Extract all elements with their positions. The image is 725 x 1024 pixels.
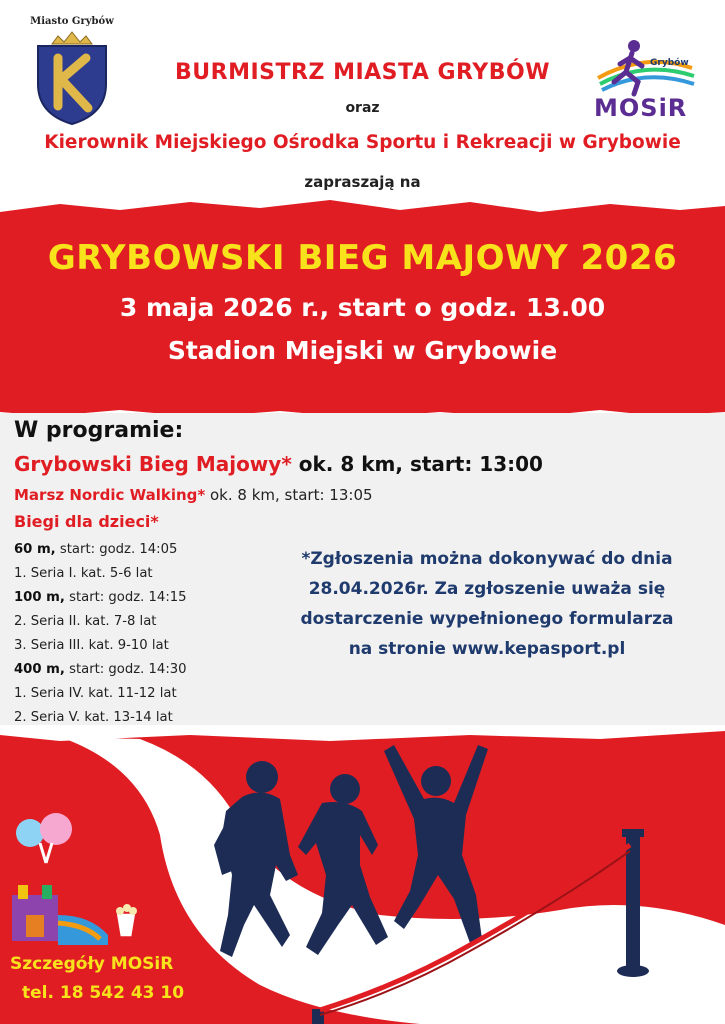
- event-title: GRYBOWSKI BIEG MAJOWY 2026: [47, 238, 678, 278]
- main-run-name: Grybowski Bieg Majowy*: [14, 452, 292, 476]
- event-venue: Stadion Miejski w Grybowie: [167, 336, 558, 365]
- mayor-title: BURMISTRZ MIASTA GRYBÓW: [175, 60, 550, 85]
- registration-line: *Zgłoszenia można dokonywać do dnia: [301, 549, 673, 569]
- registration-note: [262, 544, 712, 664]
- registration-line: dostarczenie wypełnionego formularza: [300, 609, 674, 629]
- distance-label: 400 m,: [14, 662, 65, 677]
- mosir-logo-small-text: Grybów: [650, 58, 689, 68]
- nordic-walking-line: [14, 486, 373, 504]
- city-logo-caption: Miasto Grybów: [30, 16, 114, 27]
- kids-line-text: start: godz. 14:15: [64, 590, 187, 605]
- contact-details-label: Szczegóły MOSiR: [10, 954, 174, 974]
- nordic-walking-name: Marsz Nordic Walking*: [14, 486, 206, 504]
- director-title: Kierownik Miejskiego Ośrodka Sportu i Rekreacji w Grybowie: [44, 132, 681, 153]
- distance-label: 60 m,: [14, 542, 56, 557]
- kids-line: [14, 614, 156, 629]
- main-run-line: [14, 452, 543, 476]
- program-heading: W programie:: [14, 418, 184, 443]
- kids-line-text: 2. Seria V. kat. 13-14 lat: [14, 710, 173, 725]
- mosir-logo-name: MOSiR: [594, 94, 688, 122]
- kids-line: [14, 590, 187, 605]
- and-text: oraz: [345, 100, 380, 116]
- kids-line-text: 1. Seria I. kat. 5-6 lat: [14, 566, 153, 581]
- kids-runs-heading: Biegi dla dzieci*: [14, 512, 159, 531]
- kids-line: [14, 686, 177, 701]
- kids-line: [14, 566, 153, 581]
- registration-line: na stronie www.kepasport.pl: [348, 639, 626, 659]
- main-run-details: ok. 8 km, start: 13:00: [291, 452, 543, 476]
- kids-line-text: 1. Seria IV. kat. 11-12 lat: [14, 686, 177, 701]
- kids-line-text: start: godz. 14:30: [64, 662, 187, 677]
- distance-label: 100 m,: [14, 590, 65, 605]
- kids-line-text: 3. Seria III. kat. 9-10 lat: [14, 638, 169, 653]
- kids-line-text: start: godz. 14:05: [55, 542, 178, 557]
- kids-line: [14, 662, 187, 677]
- nordic-walking-details: ok. 8 km, start: 13:05: [205, 486, 373, 504]
- kids-line: [14, 710, 173, 725]
- bottom-illustration: [0, 725, 725, 1024]
- contact-phone: tel. 18 542 43 10: [22, 983, 185, 1003]
- invite-text: zapraszają na: [304, 173, 421, 191]
- kids-line-text: 2. Seria II. kat. 7-8 lat: [14, 614, 157, 629]
- kids-line: [14, 638, 169, 653]
- kids-line: [14, 542, 177, 557]
- event-date: 3 maja 2026 r., start o godz. 13.00: [119, 293, 606, 322]
- registration-line: 28.04.2026r. Za zgłoszenie uważa się: [308, 579, 666, 599]
